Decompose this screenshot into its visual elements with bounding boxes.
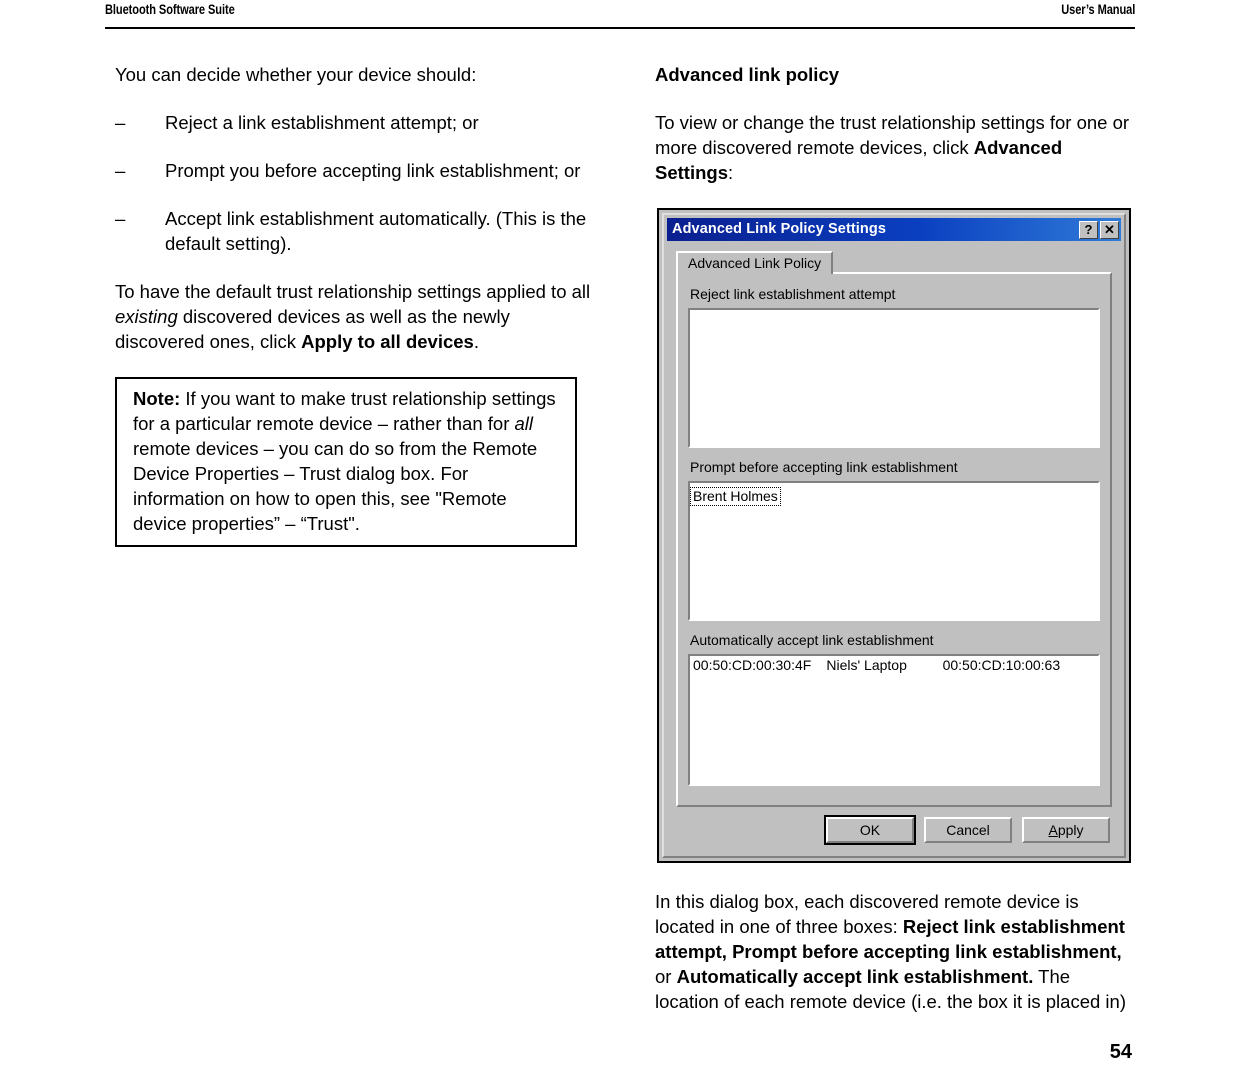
device-address-secondary: 00:50:CD:10:00:63 — [942, 657, 1061, 673]
default-trust-paragraph — [115, 279, 595, 354]
note-text-2: remote devices – you can do so from the Remote Device Properties – Trust dialog box. For information on how to open this, see "Remote device properties” – “Trust". — [133, 438, 538, 534]
dash-marker: – — [115, 160, 126, 181]
dash-marker: – — [115, 208, 126, 229]
dialog-desc-text-1: In this dialog box, each discovered remote device is located in one of three boxes: — [655, 891, 1079, 937]
list-item-text: Prompt you before accepting link establishment; or — [165, 160, 581, 181]
ok-button[interactable]: OK — [826, 817, 914, 843]
dialog-titlebar[interactable] — [667, 218, 1121, 241]
auto-accept-list-box[interactable] — [688, 654, 1100, 786]
advanced-link-policy-dialog[interactable] — [657, 208, 1131, 863]
tab-strip — [676, 250, 1121, 274]
dialog-title: Advanced Link Policy Settings — [672, 221, 887, 237]
tab-panel — [676, 272, 1112, 807]
dialog-inner-frame — [662, 213, 1126, 858]
dialog-button-row — [667, 809, 1121, 853]
list-item-text: Reject a link establishment attempt; or — [165, 112, 479, 133]
tab-advanced-link-policy[interactable]: Advanced Link Policy — [676, 251, 833, 274]
advanced-settings-emphasis: Advanced Settings — [655, 137, 1063, 183]
dialog-desc-emphasis-1: Reject link establishment attempt, Prompt before accepting link establishment, — [655, 916, 1125, 962]
list-item — [115, 110, 595, 135]
group-label: Reject link establishment attempt — [690, 286, 896, 302]
default-trust-text-2: discovered devices as well as the newly discovered ones, click — [115, 306, 510, 352]
device-address: 00:50:CD:00:30:4F — [693, 657, 812, 673]
list-item — [115, 158, 595, 183]
close-icon[interactable]: ✕ — [1100, 221, 1119, 239]
section-title: Advanced link policy — [655, 64, 840, 85]
group-label: Automatically accept link establishment — [690, 632, 934, 648]
group-reject-link-establishment — [688, 282, 1100, 448]
note-text-1: If you want to make trust relationship settings for a particular remote device – rather than for — [133, 388, 556, 434]
note-box — [115, 377, 577, 547]
header-divider — [105, 27, 1135, 29]
dialog-desc-text-2: or — [655, 966, 677, 987]
dash-marker: – — [115, 112, 126, 133]
note-label: Note: — [133, 388, 181, 409]
cancel-button[interactable]: Cancel — [924, 817, 1012, 843]
default-trust-text-1: To have the default trust relationship settings applied to all — [115, 281, 591, 302]
page-header — [105, 0, 1135, 30]
dialog-desc-text-3: The location of each remote device (i.e. the box it is placed in) — [655, 966, 1126, 1012]
default-trust-italic: existing — [115, 306, 178, 327]
advanced-settings-text-2: : — [727, 162, 734, 183]
group-automatically-accept — [688, 628, 1100, 786]
reject-list-box[interactable] — [688, 308, 1100, 448]
advanced-settings-text-1: To view or change the trust relationship settings for one or more discovered remote devices, click — [655, 112, 1130, 158]
note-italic-all: all — [514, 413, 534, 434]
right-column — [655, 62, 1133, 1037]
header-right-title: User’s Manual — [1061, 2, 1135, 17]
list-item-brent-holmes[interactable]: Brent Holmes — [693, 488, 778, 504]
dialog-description-paragraph — [655, 889, 1133, 1014]
intro-paragraph: You can decide whether your device should: — [115, 64, 477, 85]
apply-label-rest: pply — [1057, 821, 1084, 838]
advanced-settings-paragraph — [655, 110, 1133, 185]
group-label: Prompt before accepting link establishment — [690, 459, 958, 475]
prompt-list-box[interactable] — [688, 481, 1100, 621]
group-prompt-before-accepting — [688, 455, 1100, 621]
apply-button[interactable] — [1022, 817, 1110, 843]
help-icon[interactable]: ? — [1079, 221, 1098, 239]
device-name: Niels' Laptop — [826, 657, 907, 673]
apply-accelerator: A — [1048, 821, 1058, 838]
list-item-niels-laptop[interactable] — [691, 657, 1097, 674]
header-left-title: Bluetooth Software Suite — [105, 2, 235, 17]
list-item-text: Accept link establishment automatically. (This is the default setting). — [165, 208, 587, 254]
left-column — [115, 62, 595, 547]
dialog-desc-emphasis-2: Automatically accept link establishment. — [676, 966, 1034, 987]
apply-to-all-devices-emphasis: Apply to all devices — [301, 331, 474, 352]
page-number: 54 — [1109, 1041, 1132, 1063]
list-item — [115, 206, 595, 256]
default-trust-text-3: . — [473, 331, 479, 352]
